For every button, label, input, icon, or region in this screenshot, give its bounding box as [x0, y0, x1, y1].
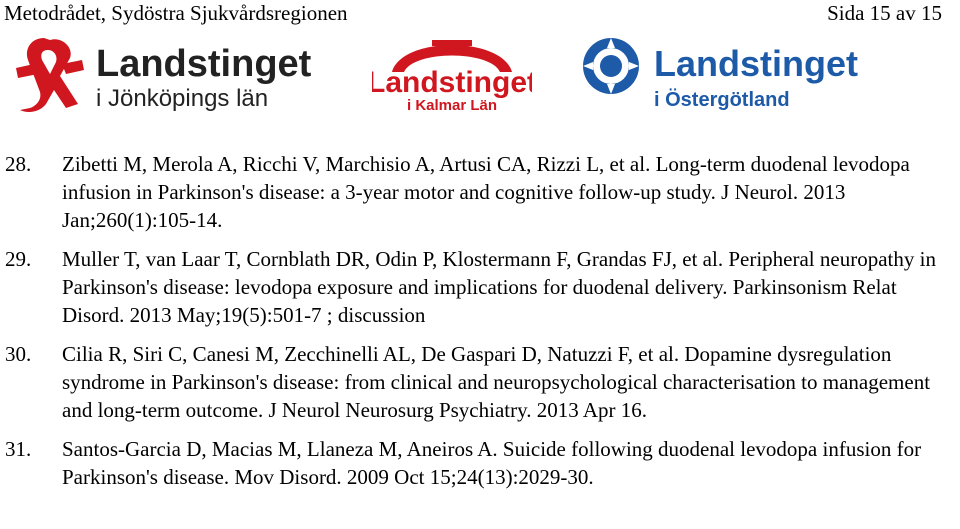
- jonkoping-ribbon-icon: [4, 34, 334, 114]
- logo-ostergotland: [578, 34, 888, 114]
- jonkoping-line1: Landstinget: [96, 43, 312, 85]
- reference-item: [0, 150, 960, 234]
- logo-banner: [0, 34, 960, 114]
- logo-kalmar: [372, 34, 532, 114]
- reference-number: 29.: [5, 247, 32, 271]
- jonkoping-line2: i Jönköpings län: [96, 85, 269, 112]
- reference-item: [0, 245, 960, 329]
- header-page-number: Sida 15 av 15: [827, 1, 942, 25]
- reference-item: [0, 435, 960, 491]
- ostergotland-line1: Landstinget: [654, 43, 858, 84]
- logo-jonkoping: [4, 34, 334, 114]
- reference-text: Muller T, van Laar T, Cornblath DR, Odin P, Klostermann F, Grandas FJ, et al. Peripheral neuropathy in Parkinson's disease: levodopa exposure and implications for duodenal delivery. Parkinsonism Relat Disord. 2013 May;19(5):501-7 ; discussion: [62, 247, 936, 327]
- kalmar-crown-icon: [372, 34, 532, 114]
- reference-list: [0, 150, 960, 502]
- kalmar-line2: i Kalmar Län: [406, 97, 498, 114]
- reference-number: 28.: [5, 152, 32, 176]
- reference-number: 31.: [5, 437, 32, 461]
- reference-text: Cilia R, Siri C, Canesi M, Zecchinelli AL, De Gaspari D, Natuzzi F, et al. Dopamine dysregulation syndrome in Parkinson's disease: from clinical and neuropsychological characterisation to management and long-term outcome. J Neurol Neurosurg Psychiatry. 2013 Apr 16.: [62, 342, 931, 422]
- reference-text: Santos-Garcia D, Macias M, Llaneza M, Aneiros A. Suicide following duodenal levodopa infusion for Parkinson's disease. Mov Disord. 2009 Oct 15;24(13):2029-30.: [62, 437, 922, 489]
- kalmar-line1: Landstinget: [372, 66, 532, 99]
- reference-number: 30.: [5, 342, 32, 366]
- header-region-name: Metodrådet, Sydöstra Sjukvårdsregionen: [4, 1, 348, 25]
- ostergotland-line2: i Östergötland: [654, 89, 790, 111]
- reference-item: [0, 340, 960, 424]
- ostergotland-emblem-icon: [578, 34, 888, 114]
- reference-text: Zibetti M, Merola A, Ricchi V, Marchisio A, Artusi CA, Rizzi L, et al. Long-term duodenal levodopa infusion in Parkinson's disease: a 3-year motor and cognitive follow-up study. J Neurol. 2013 Jan;260(1):105-14.: [62, 152, 910, 232]
